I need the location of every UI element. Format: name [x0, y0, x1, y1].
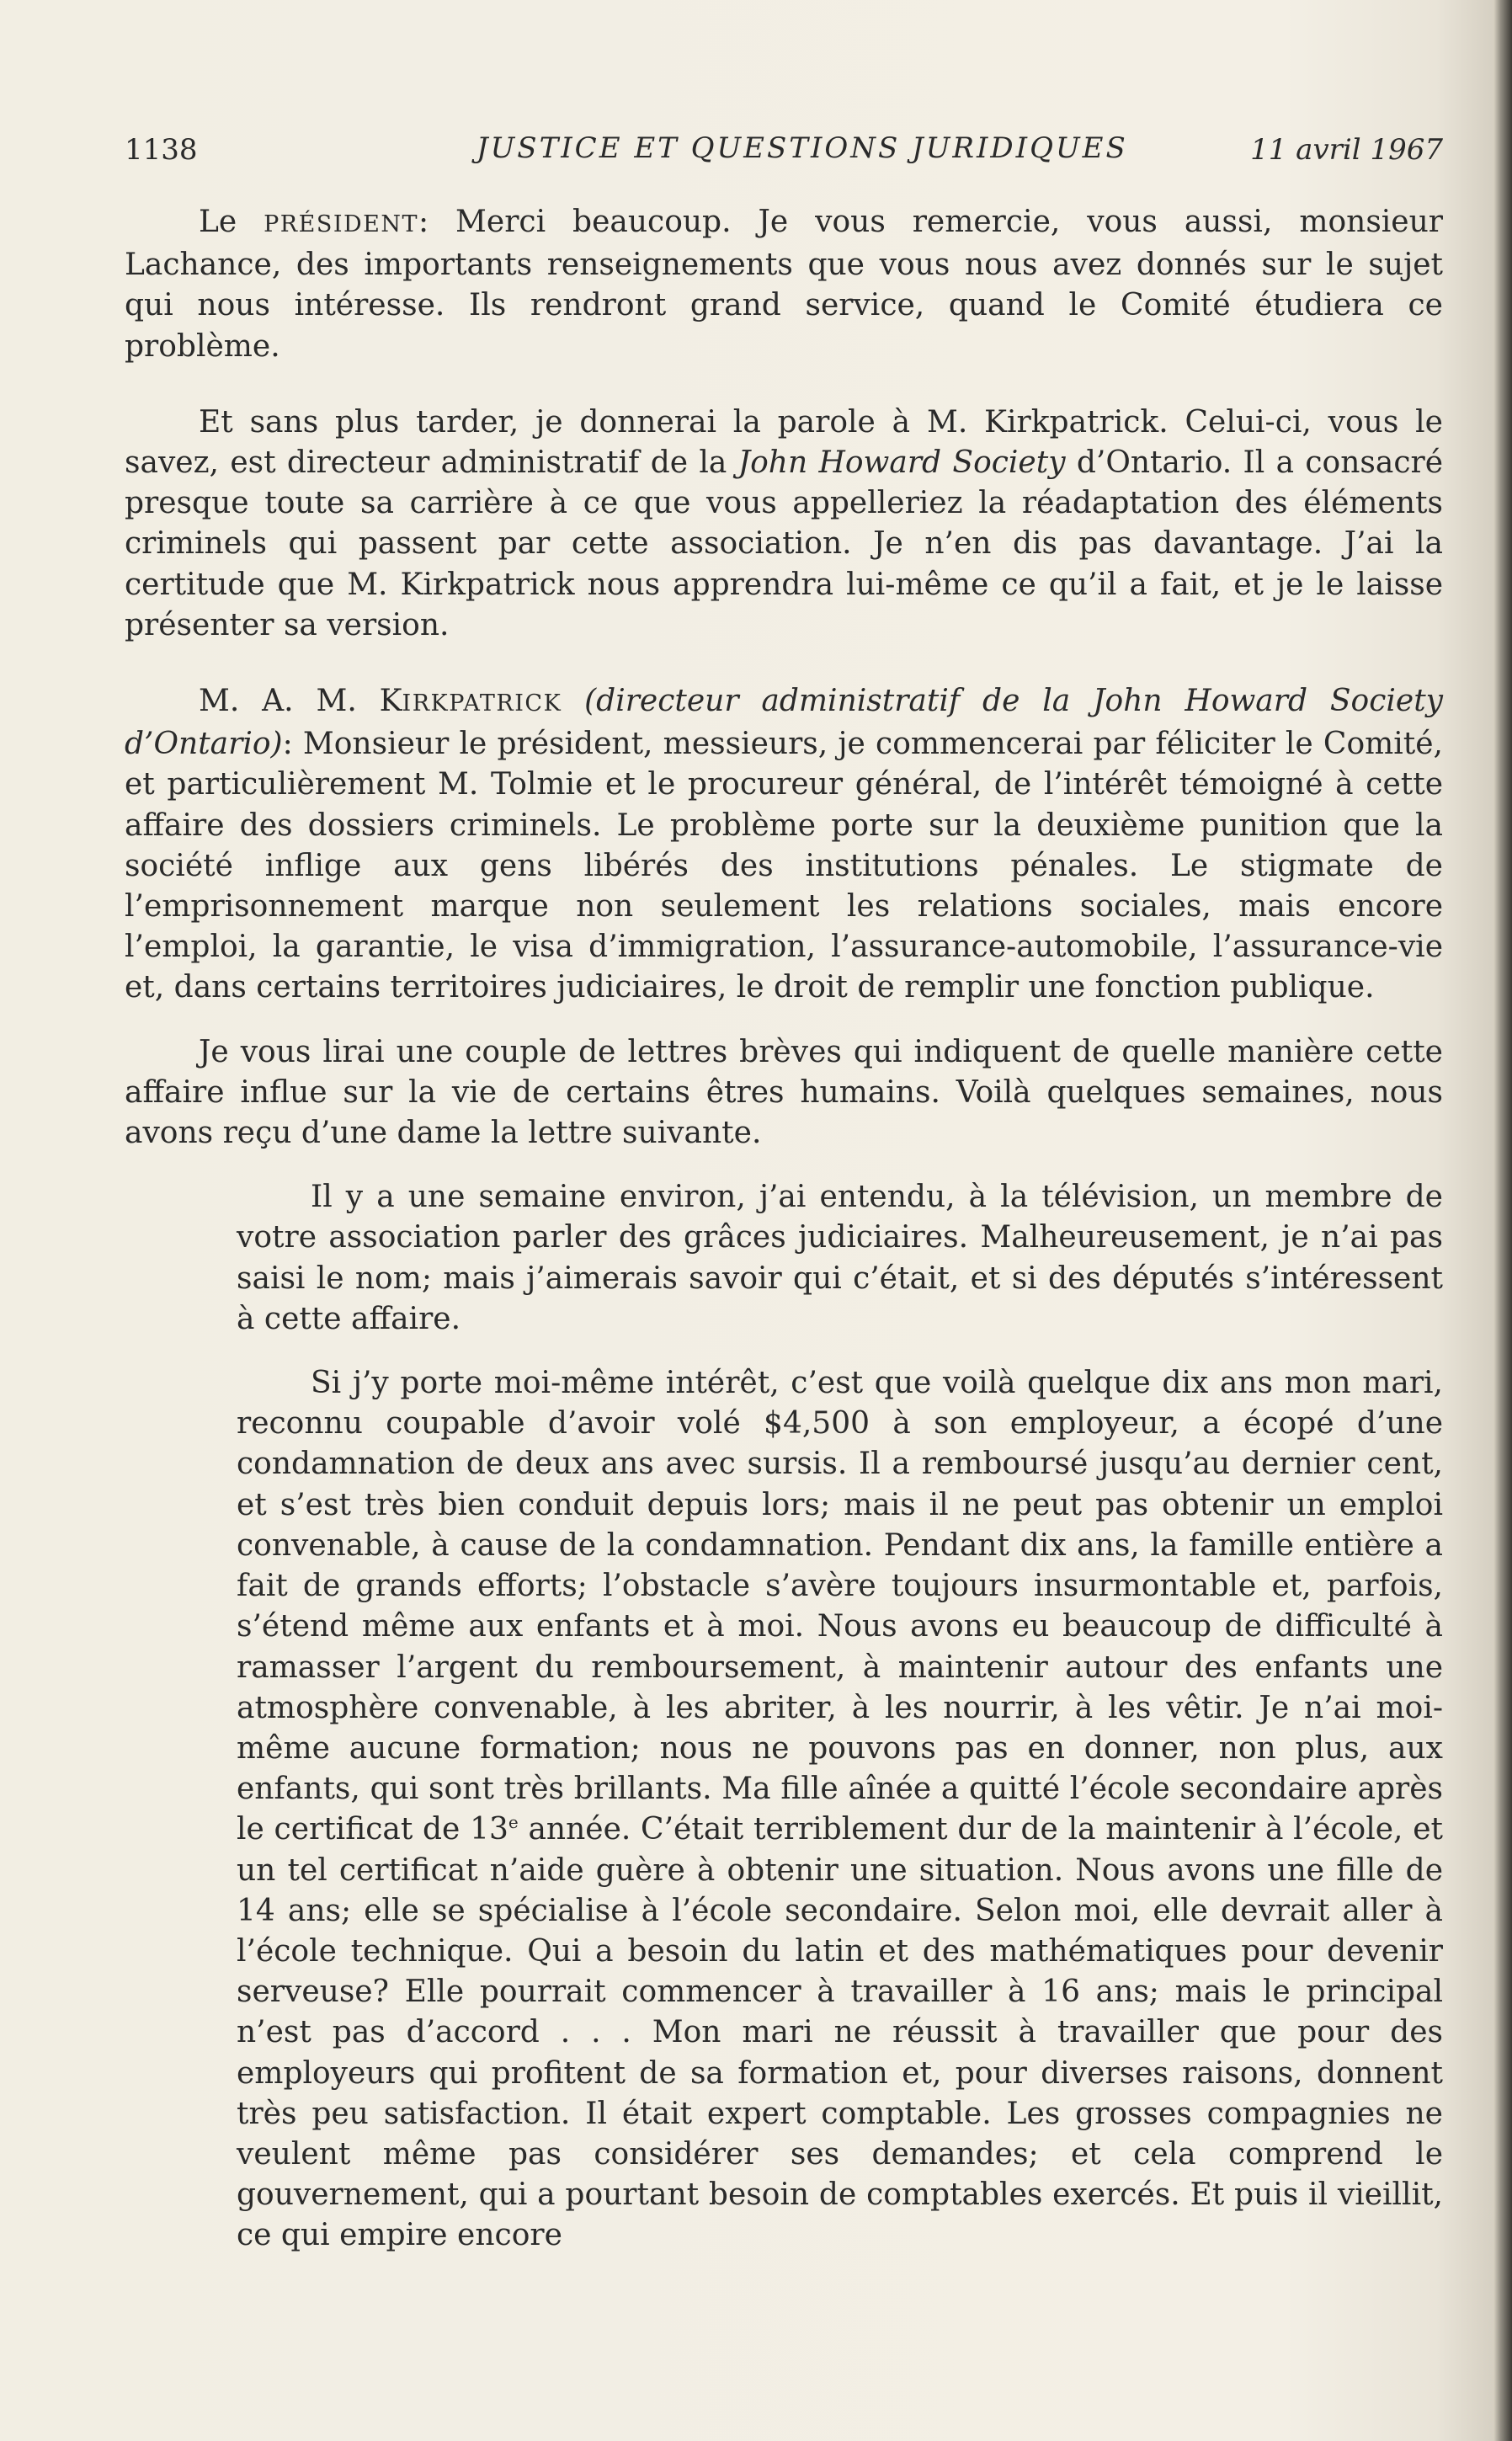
paragraph-kirkpatrick — [125, 681, 1443, 1009]
paragraph-text: Je vous lirai une couple de lettres brèves qui indiquent de quelle manière cette affaire influe sur la vie de certains êtres humains. Voilà quelques semaines, nous avons reçu d’une dame la lettre suivante. — [125, 1034, 1443, 1151]
paragraph-text: : Merci beaucoup. Je vous remercie, vous aussi, monsieur Lachance, des importants renseignements que vous nous avez donnés sur le sujet qui nous intéresse. Ils rendront grand service, quand le Comité étudiera ce problème. — [125, 205, 1444, 364]
running-title: JUSTICE ET QUESTIONS JURIDIQUES — [476, 131, 1128, 165]
speaker-name: IRKPATRICK — [402, 690, 562, 717]
page-number: 1138 — [125, 133, 198, 167]
paragraph-text: d’Ontario. Il a consacré presque toute sa carrière à ce que vous appelleriez la réadaptation des éléments criminels qui passent par cette association. Je n’en dis pas davantage. J’ai la certitude que M. Kirkpatrick nous apprendra lui-même ce qu’il a fait, et je le laisse présenter sa version. — [125, 445, 1443, 642]
quote-paragraph — [237, 1363, 1443, 2256]
paragraph-letters — [125, 1032, 1443, 1154]
body-text — [125, 202, 1443, 2257]
ordinal-superscript: e — [508, 1812, 519, 1833]
speaker-prefix: Le — [199, 205, 264, 239]
paragraph-president — [125, 202, 1443, 367]
quoted-letter — [237, 1177, 1443, 2256]
organization-name: John Howard Society — [737, 445, 1066, 481]
page-header — [125, 126, 1443, 177]
paragraph-text: : Monsieur le président, messieurs, je commencerai par féliciter le Comité, et particulièrement M. Tolmie et le procureur général, de l’intérêt témoigné à cette affaire des dossiers criminels. Le problème porte sur la deuxième punition que la société inflige aux gens libérés des institutions pénales. Le stigmate de l’emprisonnement marque non seulement les relations sociales, mais encore l’emploi, la garantie, le visa d’immigration, l’assurance-automobile, l’assurance-vie et, dans certains territoires judiciaires, le droit de remplir une fonction publique. — [125, 727, 1443, 1005]
paragraph-text: Si j’y porte moi-même intérêt, c’est que voilà quelque dix ans mon mari, reconnu coupable d’avoir volé $4,500 à son employeur, a écopé d’une condamnation de deux ans avec sursis. Il a remboursé jusqu’au dernier cent, et s’est très bien conduit depuis lors; mais il ne peut pas obtenir un emploi convenable, à cause de la condamnation. Pendant dix ans, la famille entière a fait de grands efforts; l’obstacle s’avère toujours insurmontable et, parfois, s’étend même aux enfants et à moi. Nous avons eu beaucoup de difficulté à ramasser l’argent du remboursement, à maintenir autour des enfants une atmosphère convenable, à les abriter, à les nourrir, à les vêtir. Je n’ai moi-même aucune formation; nous ne pouvons pas en donner, non plus, aux enfants, qui sont très brillants. Ma fille aînée a quitté l’école secondaire après le certificat de 13 — [237, 1366, 1443, 1847]
paragraph-text: Il y a une semaine environ, j’ai entendu, à la télévision, un membre de votre association parler des grâces judiciaires. Malheureusement, je n’ai pas saisi le nom; mais j’aimerais savoir qui c’était, et si des députés s’intéressent à cette affaire. — [237, 1180, 1443, 1336]
header-date: 11 avril 1967 — [1250, 133, 1443, 167]
speaker-role: (directeur administratif de la John Howard Society d’Ontario) — [125, 684, 1443, 762]
paragraph-text: année. C’était terriblement dur de la maintenir à l’école, et un tel certificat n’aide guère à obtenir une situation. Nous avons une fille de 14 ans; elle se spécialise à l’école secondaire. Selon moi, elle devrait aller à l’école technique. Qui a besoin du latin et des mathématiques pour devenir serveuse? Elle pourrait commencer à travailler à 16 ans; mais le principal n’est pas d’accord . . . Mon mari ne réussit à travailler que pour des employeurs qui profitent de sa formation et, pour diverses raisons, donnent très peu satisfaction. Il était expert comptable. Les grosses compagnies ne veulent même pas considérer ses demandes; et cela comprend le gouvernement, qui a pourtant besoin de comptables exercés. Et puis il vieillit, ce qui empire encore — [237, 1812, 1443, 2253]
page-binding-edge — [1493, 0, 1512, 2441]
paragraph-introduction — [125, 402, 1443, 646]
paragraph-text: Et sans plus tarder, je donnerai la parole à M. Kirkpatrick. Celui-ci, vous le savez, est directeur administratif de la — [125, 404, 1443, 481]
speaker-name: PRÉSIDENT — [264, 211, 418, 237]
speaker-prefix: M. A. M. K — [199, 684, 402, 719]
quote-paragraph — [237, 1177, 1443, 1340]
